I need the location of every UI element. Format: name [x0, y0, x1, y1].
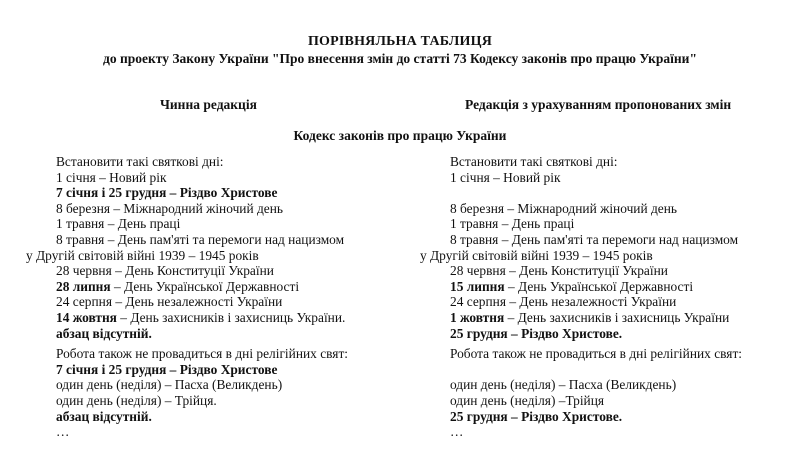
holiday-independence: 24 серпня – День незалежності України — [450, 294, 677, 310]
document-title: ПОРІВНЯЛЬНА ТАБЛИЦЯ — [307, 34, 493, 49]
holidays-intro: Встановити такі святкові дні: — [450, 154, 618, 169]
holiday-womens-day: 8 березня – Міжнародний жіночий день — [450, 200, 678, 216]
defenders-date: 14 жовтня — [56, 309, 117, 325]
holiday-womens-day: 8 березня – Міжнародний жіночий день — [56, 200, 284, 216]
religious-christmas: 7 січня і 25 грудня – Різдво Христове — [56, 361, 278, 377]
religious-easter: один день (неділя) – Пасха (Великдень) — [450, 377, 677, 393]
holiday-christmas-new: 25 грудня – Різдво Христове. — [450, 325, 623, 341]
holiday-statehood — [420, 279, 798, 295]
document-subtitle: до проекту Закону України "Про внесення змін до статті 73 Кодексу законів про працю України" — [103, 51, 697, 66]
holiday-independence: 24 серпня – День незалежності України — [56, 294, 283, 310]
religious-trinity: один день (неділя) – Трійця. — [56, 392, 217, 408]
ellipsis: … — [56, 424, 70, 440]
holiday-statehood — [26, 279, 406, 295]
removed-line-blank-2 — [420, 362, 798, 378]
holiday-remembrance: 8 травня – День пам'яті та перемоги над нацизмом — [450, 231, 739, 247]
holiday-constitution: 28 червня – День Конституції України — [450, 263, 668, 279]
holiday-defenders — [420, 310, 798, 326]
current-edition-column — [26, 154, 406, 440]
code-section-heading: Кодекс законів про працю України — [293, 128, 507, 143]
holiday-new-year: 1 січня – Новий рік — [450, 169, 561, 185]
statehood-label: – День Української Державності — [110, 278, 300, 294]
holiday-constitution: 28 червня – День Конституції України — [56, 263, 274, 279]
holiday-remembrance: 8 травня – День пам'яті та перемоги над нацизмом — [56, 231, 345, 247]
holiday-remembrance-cont: у Другій світовій війні 1939 – 1945 років — [26, 247, 259, 263]
religious-christmas-new: 25 грудня – Різдво Христове. — [450, 408, 623, 424]
holiday-christmas: 7 січня і 25 грудня – Різдво Христове — [56, 185, 278, 201]
paragraph-absent-2: абзац відсутній. — [56, 408, 152, 424]
holiday-defenders — [26, 310, 406, 326]
defenders-date: 1 жовтня — [450, 309, 505, 325]
statehood-date: 15 липня — [450, 278, 505, 294]
ellipsis: … — [450, 424, 464, 440]
statehood-date: 28 липня — [56, 278, 111, 294]
religious-intro: Робота також не провадиться в дні релігійних свят: — [56, 346, 349, 362]
statehood-label: – День Української Державності — [504, 278, 694, 294]
defenders-label: – День захисників і захисниць України — [504, 309, 730, 325]
holiday-new-year: 1 січня – Новий рік — [56, 169, 167, 185]
religious-intro: Робота також не провадиться в дні релігійних свят: — [450, 346, 743, 362]
removed-line-blank — [420, 185, 798, 201]
holiday-remembrance-cont: у Другій світовій війні 1939 – 1945 років — [420, 247, 653, 263]
holiday-labour-day: 1 травня – День праці — [56, 216, 181, 232]
religious-easter: один день (неділя) – Пасха (Великдень) — [56, 377, 283, 393]
defenders-label: – День захисників і захисниць України. — [116, 309, 346, 325]
proposed-edition-column — [420, 154, 798, 440]
holiday-labour-day: 1 травня – День праці — [450, 216, 575, 232]
current-edition-heading: Чинна редакція — [160, 97, 257, 112]
religious-trinity: один день (неділя) –Трійця — [450, 392, 605, 408]
holidays-intro: Встановити такі святкові дні: — [56, 154, 224, 169]
paragraph-absent: абзац відсутній. — [56, 325, 152, 341]
proposed-edition-heading: Редакція з урахуванням пропонованих змін — [465, 97, 732, 112]
